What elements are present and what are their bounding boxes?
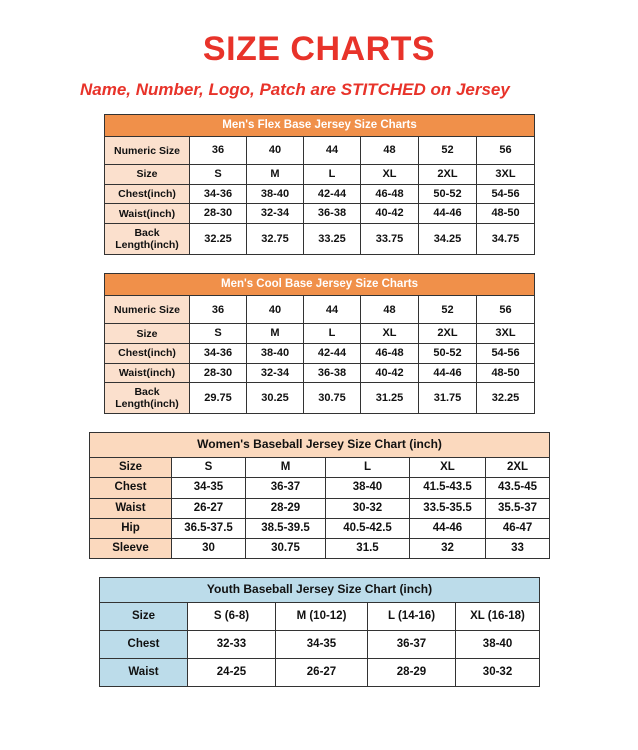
cell: M (10-12) [276,603,368,631]
cell: 40 [247,137,304,165]
cell: 34.75 [477,224,535,255]
womens-baseball-table-wrap [89,432,549,559]
cell: 28-30 [190,204,247,224]
cell: 40-42 [361,363,419,383]
cell: 38-40 [456,631,540,659]
table-row [105,296,535,324]
mens-flex-base-table-wrap [104,114,534,255]
cell: 34-35 [172,478,246,498]
cell: 38-40 [247,184,304,204]
womens-baseball-table [89,432,550,559]
cell: 46-48 [361,184,419,204]
table-caption-row [100,578,540,603]
cell: 36 [190,296,247,324]
table-caption-row [105,274,535,296]
cell: 48 [361,137,419,165]
cell: M [247,165,304,185]
row-label: Chest [90,478,172,498]
cell: 40.5-42.5 [326,518,410,538]
cell: S (6-8) [188,603,276,631]
cell: 33.25 [304,224,361,255]
table-row [105,344,535,364]
table-row [105,363,535,383]
cell: 56 [477,137,535,165]
cell: L [304,324,361,344]
row-label: Chest [100,631,188,659]
row-label: Numeric Size [105,137,190,165]
table-row [105,224,535,255]
row-label: Back Length(inch) [105,224,190,255]
cell: 30-32 [456,659,540,687]
cell: 56 [477,296,535,324]
row-label: Numeric Size [105,296,190,324]
cell: S [172,458,246,478]
cell: 32.25 [477,383,535,414]
cell: 3XL [477,165,535,185]
table-caption-row [90,433,550,458]
cell: 36-37 [368,631,456,659]
cell: 32-34 [247,363,304,383]
cell: 50-52 [419,184,477,204]
table-row [105,137,535,165]
cell: XL [361,324,419,344]
cell: 32 [410,539,486,559]
cell: 40-42 [361,204,419,224]
cell: 41.5-43.5 [410,478,486,498]
row-label: Back Length(inch) [105,383,190,414]
cell: 48-50 [477,363,535,383]
cell: 33.5-35.5 [410,498,486,518]
cell: L (14-16) [368,603,456,631]
cell: 26-27 [276,659,368,687]
table-row [105,184,535,204]
cell: 30 [172,539,246,559]
mens-flex-base-table [104,114,535,255]
cell: 38-40 [326,478,410,498]
cell: 30.75 [246,539,326,559]
table-row [90,539,550,559]
cell: 36 [190,137,247,165]
cell: 35.5-37 [486,498,550,518]
table-caption: Men's Cool Base Jersey Size Charts [105,274,535,296]
cell: L [326,458,410,478]
row-label: Size [105,324,190,344]
table-row [105,204,535,224]
cell: M [247,324,304,344]
cell: 38.5-39.5 [246,518,326,538]
row-label: Chest(inch) [105,344,190,364]
table-caption: Youth Baseball Jersey Size Chart (inch) [100,578,540,603]
cell: M [246,458,326,478]
cell: 2XL [419,165,477,185]
mens-cool-base-table [104,273,535,414]
cell: 44 [304,296,361,324]
cell: 44 [304,137,361,165]
row-label: Waist(inch) [105,363,190,383]
cell: 32.75 [247,224,304,255]
cell: 32-34 [247,204,304,224]
cell: 30.75 [304,383,361,414]
cell: 36.5-37.5 [172,518,246,538]
cell: 34.25 [419,224,477,255]
cell: 54-56 [477,184,535,204]
cell: 46-48 [361,344,419,364]
cell: 32.25 [190,224,247,255]
row-label: Sleeve [90,539,172,559]
cell: 50-52 [419,344,477,364]
cell: 36-38 [304,204,361,224]
cell: 44-46 [419,204,477,224]
cell: 3XL [477,324,535,344]
cell: S [190,324,247,344]
youth-baseball-table-wrap [99,577,539,687]
cell: 34-35 [276,631,368,659]
cell: 52 [419,296,477,324]
row-label: Waist [90,498,172,518]
cell: 42-44 [304,184,361,204]
table-caption: Women's Baseball Jersey Size Chart (inch) [90,433,550,458]
table-row [90,498,550,518]
row-label: Waist [100,659,188,687]
cell: 36-37 [246,478,326,498]
cell: 28-29 [246,498,326,518]
cell: 52 [419,137,477,165]
cell: 43.5-45 [486,478,550,498]
cell: 33 [486,539,550,559]
page-title: SIZE CHARTS [202,30,436,68]
table-row [105,324,535,344]
cell: XL (16-18) [456,603,540,631]
cell: 42-44 [304,344,361,364]
cell: 34-36 [190,184,247,204]
cell: 31.75 [419,383,477,414]
table-caption-row [105,114,535,136]
cell: 40 [247,296,304,324]
table-row [105,165,535,185]
row-label: Chest(inch) [105,184,190,204]
cell: 28-30 [190,363,247,383]
table-row [100,603,540,631]
cell: 38-40 [247,344,304,364]
row-label: Size [105,165,190,185]
cell: 48-50 [477,204,535,224]
cell: 48 [361,296,419,324]
cell: 32-33 [188,631,276,659]
cell: XL [410,458,486,478]
cell: 54-56 [477,344,535,364]
cell: XL [361,165,419,185]
row-label: Waist(inch) [105,204,190,224]
cell: S [190,165,247,185]
row-label: Size [90,458,172,478]
table-row [100,659,540,687]
row-label: Hip [90,518,172,538]
table-row [100,631,540,659]
cell: 44-46 [410,518,486,538]
cell: 34-36 [190,344,247,364]
cell: 30.25 [247,383,304,414]
table-row [90,478,550,498]
cell: 44-46 [419,363,477,383]
cell: 31.5 [326,539,410,559]
cell: 46-47 [486,518,550,538]
table-row [90,458,550,478]
table-caption: Men's Flex Base Jersey Size Charts [105,114,535,136]
cell: 26-27 [172,498,246,518]
cell: 30-32 [326,498,410,518]
cell: 2XL [419,324,477,344]
cell: 31.25 [361,383,419,414]
cell: 33.75 [361,224,419,255]
cell: 24-25 [188,659,276,687]
mens-cool-base-table-wrap [104,273,534,414]
youth-baseball-table [99,577,540,687]
cell: 36-38 [304,363,361,383]
cell: 29.75 [190,383,247,414]
cell: L [304,165,361,185]
page-subtitle: Name, Number, Logo, Patch are STITCHED on Jersey [80,80,510,99]
row-label: Size [100,603,188,631]
table-row [90,518,550,538]
table-row [105,383,535,414]
cell: 2XL [486,458,550,478]
cell: 28-29 [368,659,456,687]
